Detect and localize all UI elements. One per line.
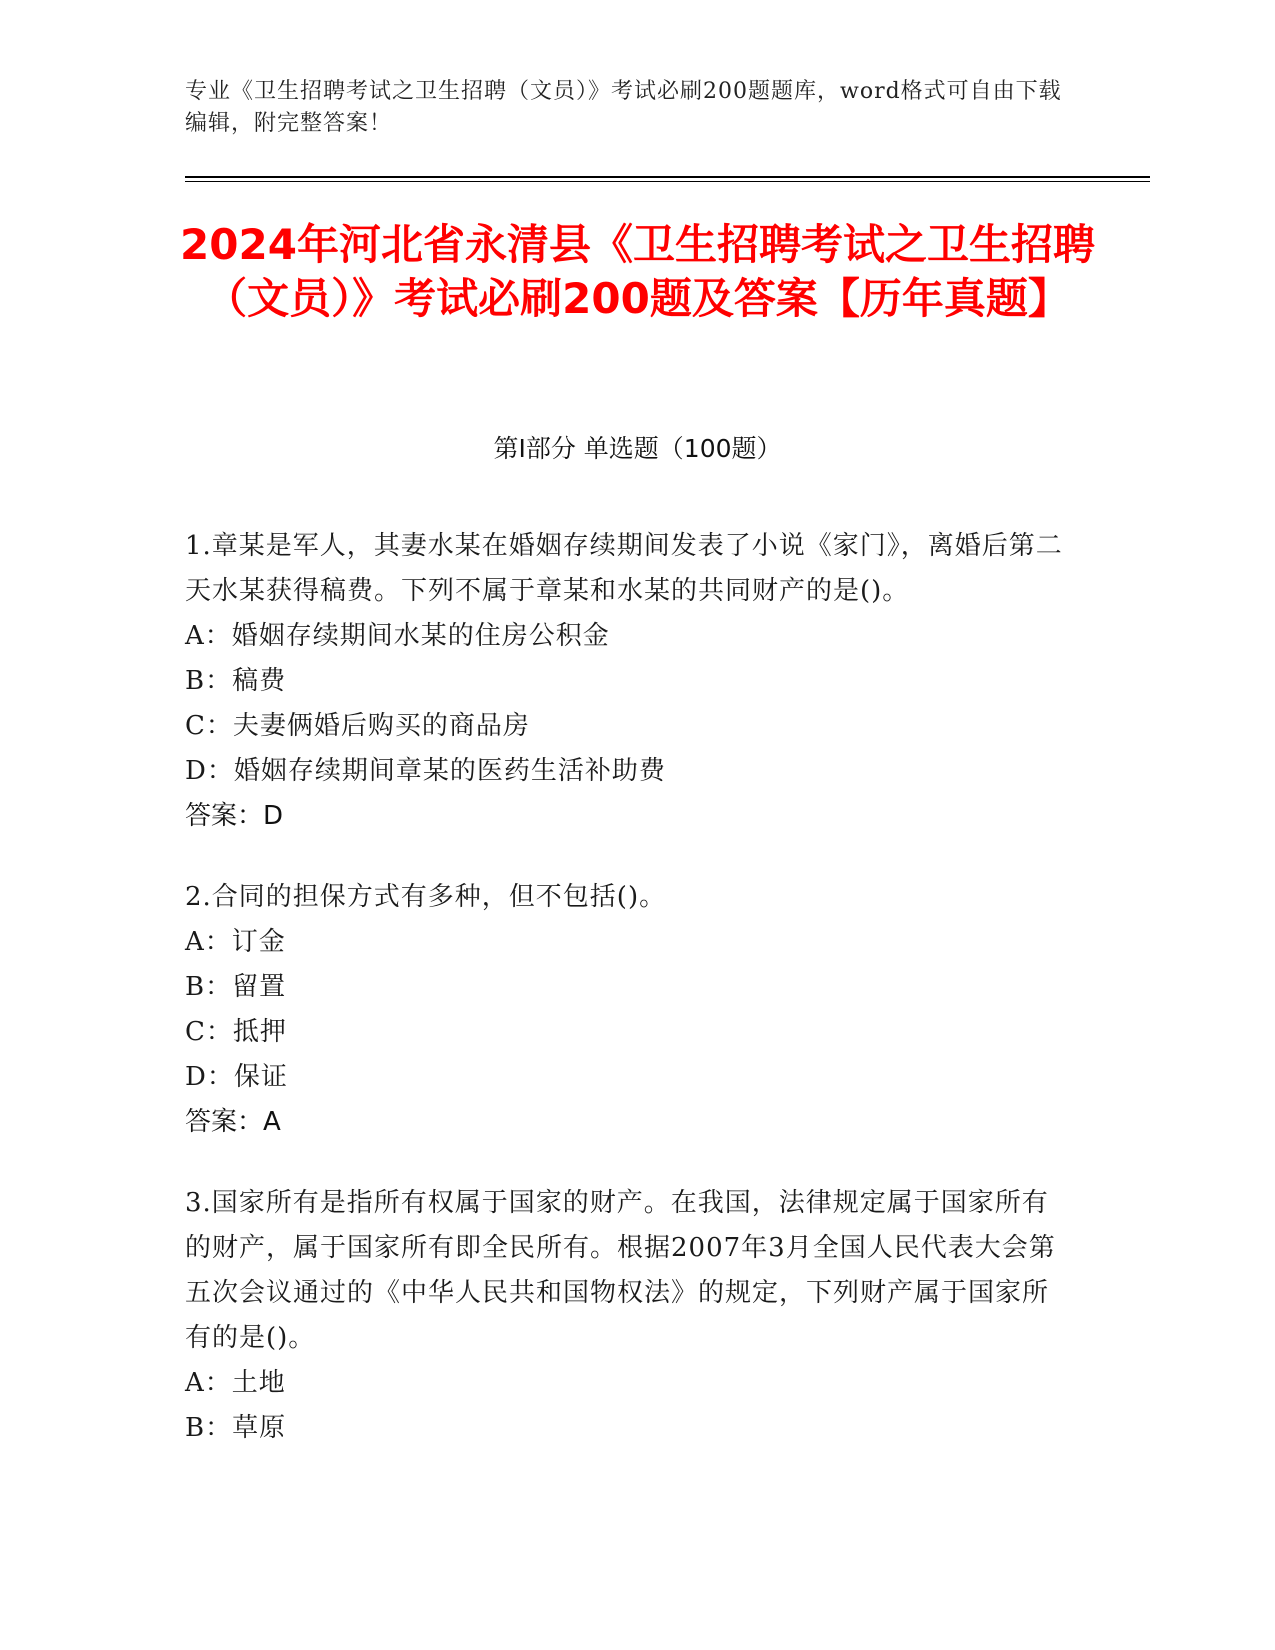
question-3	[185, 1181, 1065, 1451]
option-a: A：订金	[185, 927, 286, 957]
option-b: B：稿费	[185, 666, 287, 696]
answer: 答案：A	[185, 1107, 281, 1137]
option-b: B：留置	[185, 972, 287, 1002]
option-c: C：抵押	[185, 1017, 287, 1047]
question-stem: 2.合同的担保方式有多种，但不包括()。	[185, 882, 667, 912]
question-stem: 1.章某是军人，其妻水某在婚姻存续期间发表了小说《家门》，离婚后第二天水某获得稿费。下列不属于章某和水某的共同财产的是()。	[185, 531, 1063, 606]
option-d: D：婚姻存续期间章某的医药生活补助费	[185, 756, 666, 786]
section-heading: 第Ⅰ部分 单选题（100题）	[493, 434, 782, 463]
question-stem: 3.国家所有是指所有权属于国家的财产。在我国，法律规定属于国家所有的财产，属于国家所有即全民所有。根据2007年3月全国人民代表大会第五次会议通过的《中华人民共和国物权法》的规定，下列财产属于国家所有的是()。	[185, 1188, 1056, 1353]
header-note: 专业《卫生招聘考试之卫生招聘（文员）》考试必刷200题题库，word格式可自由下载编辑，附完整答案！	[185, 79, 1062, 136]
question-2	[185, 875, 1065, 1145]
option-d: D：保证	[185, 1062, 288, 1092]
option-b: B：草原	[185, 1413, 287, 1443]
header-rule-thin	[185, 181, 1150, 182]
question-1	[185, 524, 1065, 839]
question-list	[185, 524, 1065, 1487]
answer: 答案：D	[185, 801, 284, 831]
option-a: A：婚姻存续期间水某的住房公积金	[185, 621, 610, 651]
option-a: A：土地	[185, 1368, 286, 1398]
document-title: 2024年河北省永清县《卫生招聘考试之卫生招聘（文员）》考试必刷200题及答案【历年真题】	[180, 220, 1095, 323]
option-c: C：夫妻俩婚后购买的商品房	[185, 711, 530, 741]
header-rule-thick	[185, 176, 1150, 178]
